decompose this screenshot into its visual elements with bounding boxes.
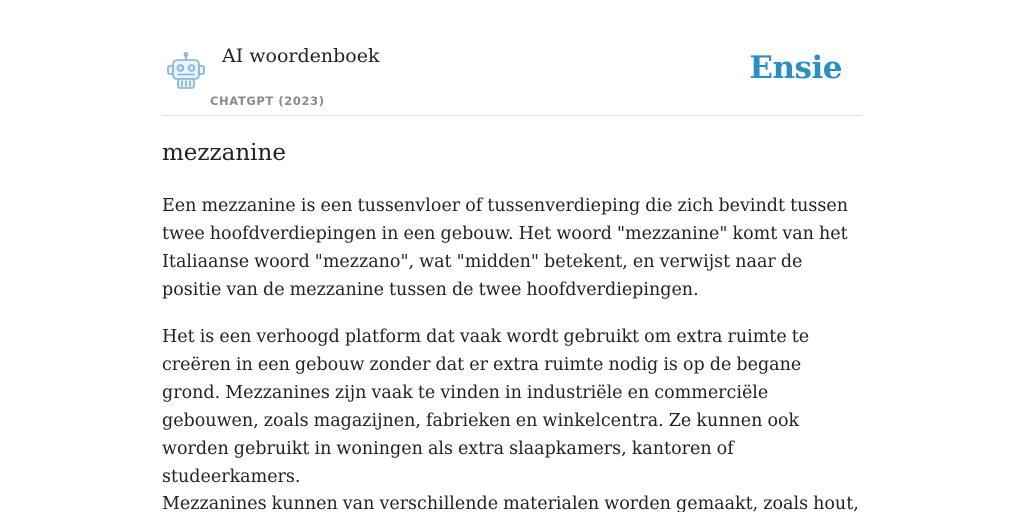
brand-logo[interactable]: Ensie [749, 50, 842, 86]
entry-header [162, 0, 862, 116]
definition-paragraph-3: Mezzanines kunnen van verschillende materialen worden gemaakt, zoals hout, [162, 494, 859, 512]
definition-paragraph-2: Het is een verhoogd platform dat vaak wordt gebruikt om extra ruimte te creëren in een gebouw zonder dat er extra ruimte nodig is op de begane grond. Mezzanines zijn vaak te vinden in industriële en commerciële gebouwen, zoals magazijnen, fabrieken en winkelcentra. Ze kunnen ook worden gebruikt in woningen als extra slaapkamers, kantoren of studeerkamers. [162, 327, 810, 487]
source-title[interactable]: AI woordenboek [222, 45, 380, 67]
robot-icon [166, 52, 206, 90]
content-container [162, 0, 862, 512]
source-subtitle: CHATGPT (2023) [210, 94, 325, 108]
definition-paragraph-1: Een mezzanine is een tussenvloer of tussenverdieping die zich bevindt tussen twee hoofdverdiepingen in een gebouw. Het woord "mezzanine" komt van het Italiaanse woord "mezzano", wat "midden" betekent, en verwijst naar de positie van de mezzanine tussen de twee hoofdverdiepingen. [162, 196, 848, 300]
entry-term: mezzanine [162, 140, 286, 166]
